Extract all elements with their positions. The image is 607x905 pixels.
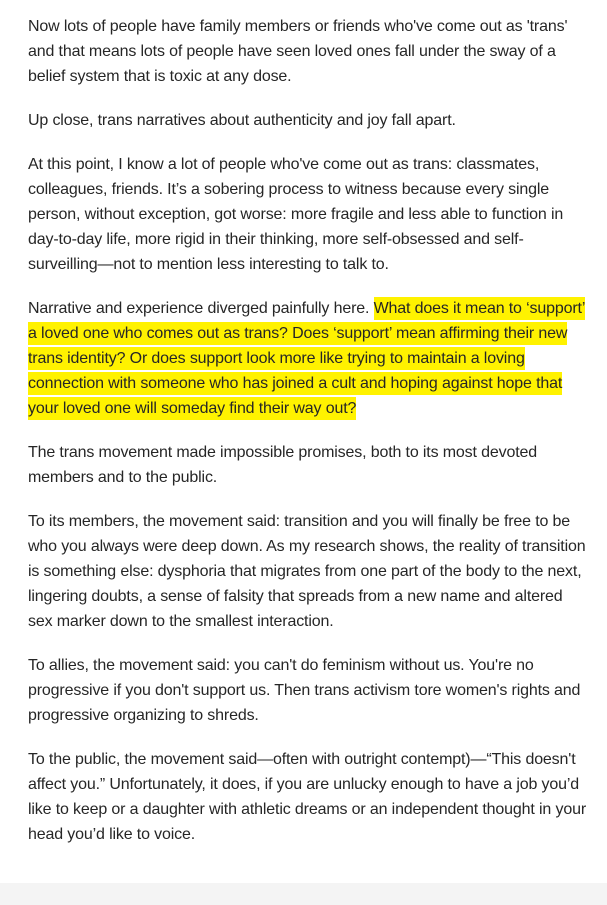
paragraph-5: The trans movement made impossible promises, both to its most devoted members and to the public. <box>28 444 537 486</box>
paragraph-7: To allies, the movement said: you can't do feminism without us. You're no progressive if you don't support us. Then trans activism tore women's rights and progressive organizing to shreds. <box>28 657 581 724</box>
highlighted-passage: What does it mean to ‘support’ a loved one who comes out as trans? Does ‘support’ mean affirming their new trans identity? Or does support look more like trying to maintain a loving connection with someone who has joined a cult and hoping against hope that your loved one will someday find their way out? <box>28 297 585 420</box>
paragraph-2: Up close, trans narratives about authenticity and joy fall apart. <box>28 112 456 129</box>
bottom-shade <box>0 883 607 905</box>
paragraph-4-plain-text: Narrative and experience diverged painfully here. <box>28 300 374 317</box>
paragraph-8: To the public, the movement said—often with outright contempt)—“This doesn't affect you.” Unfortunately, it does, if you are unlucky enough to have a job you’d like to keep or a daughter with athletic dreams or an independent thought in your head you’d like to voice. <box>28 751 586 843</box>
paragraph-4 <box>28 296 588 421</box>
article-body <box>28 14 588 866</box>
paragraph-1: Now lots of people have family members or friends who've come out as 'trans' and that means lots of people have seen loved ones fall under the sway of a belief system that is toxic at any dose. <box>28 18 568 85</box>
paragraph-3: At this point, I know a lot of people who've come out as trans: classmates, colleagues, friends. It’s a sobering process to witness because every single person, without exception, got worse: more fragile and less able to function in day-to-day life, more rigid in their thinking, more self-obsessed and self-surveilling—not to mention less interesting to talk to. <box>28 156 564 273</box>
paragraph-6: To its members, the movement said: transition and you will finally be free to be who you always were deep down. As my research shows, the reality of transition is something else: dysphoria that migrates from one part of the body to the next, lingering doubts, a sense of falsity that spreads from a new name and altered sex marker down to the smallest interaction. <box>28 513 586 630</box>
